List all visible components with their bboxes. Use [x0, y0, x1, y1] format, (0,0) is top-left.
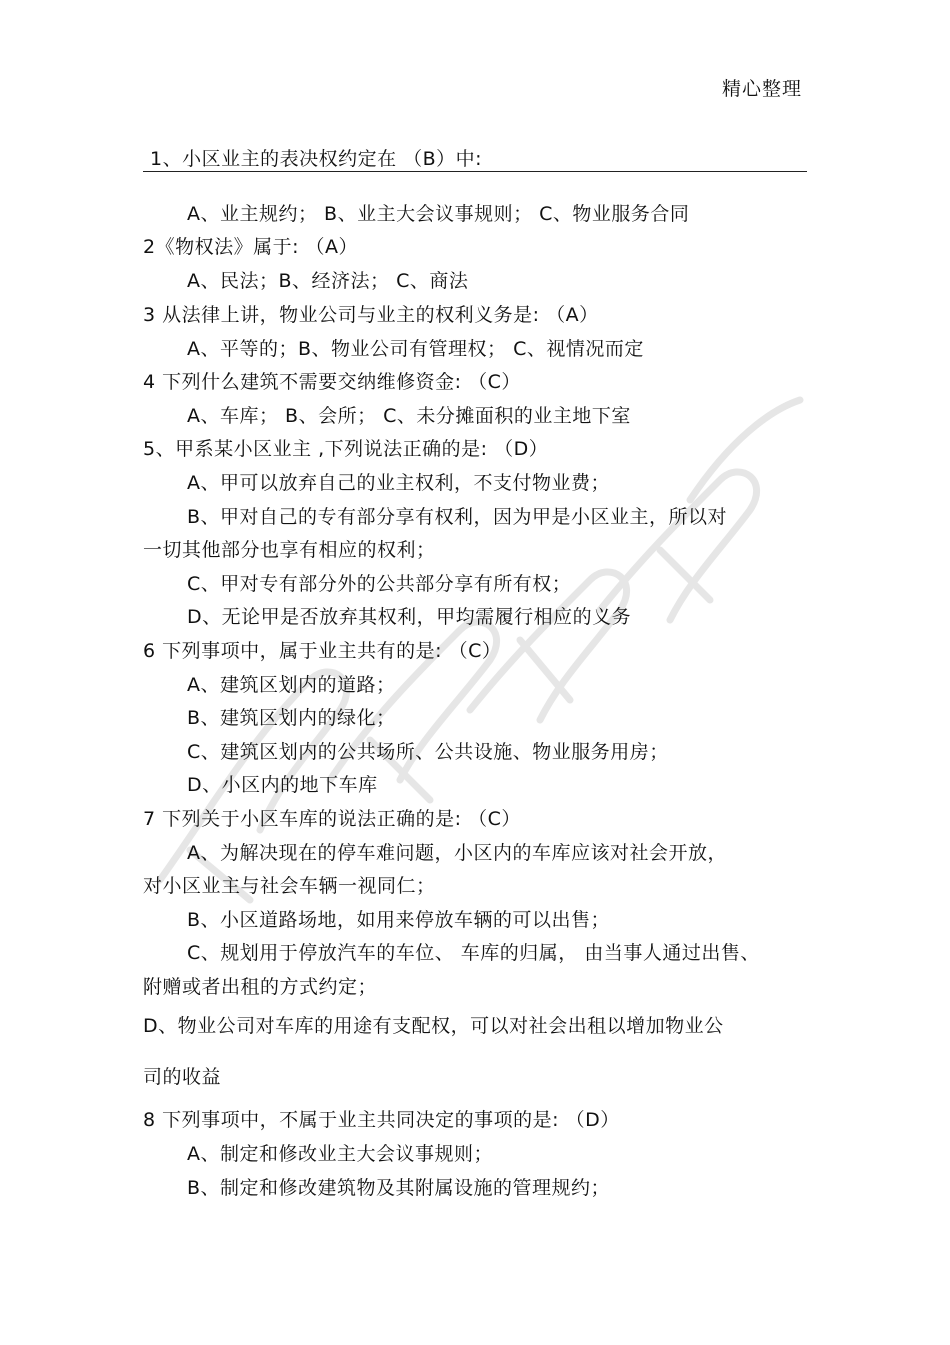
question-4-title: 4 下列什么建筑不需要交纳维修资金: （C） — [143, 371, 521, 393]
question-5-option-a: A、甲可以放弃自己的业主权利，不支付物业费； — [187, 472, 610, 494]
question-7-title: 7 下列关于小区车库的说法正确的是: （C） — [143, 808, 521, 830]
question-5-option-c: C、甲对专有部分外的公共部分享有所有权； — [187, 573, 572, 595]
question-6-option-b: B、建筑区划内的绿化； — [187, 707, 396, 729]
question-7-option-d: D、物业公司对车库的用途有支配权，可以对社会出租以增加物业公 — [143, 1015, 724, 1037]
question-2-title: 2《物权法》属于: （A） — [143, 236, 359, 258]
question-3-options: A、平等的；B、物业公司有管理权； C、视情况而定 — [187, 338, 644, 360]
question-7-option-a: A、为解决现在的停车难问题，小区内的车库应该对社会开放， — [187, 842, 727, 864]
question-8-option-a: A、制定和修改业主大会议事规则； — [187, 1143, 493, 1165]
question-8-title: 8 下列事项中，不属于业主共同决定的事项的是: （D） — [143, 1109, 620, 1131]
question-6-option-d: D、小区内的地下车库 — [187, 774, 378, 796]
question-7-option-b: B、小区道路场地，如用来停放车辆的可以出售； — [187, 909, 611, 931]
question-6-option-a: A、建筑区划内的道路； — [187, 674, 396, 696]
header-text: 精心整理 — [721, 78, 802, 100]
question-1-options: A、业主规约； B、业主大会议事规则； C、物业服务合同 — [187, 203, 690, 225]
question-5-option-d: D、无论甲是否放弃其权利，甲均需履行相应的义务 — [187, 606, 632, 628]
question-7-option-c-cont: 附赠或者出租的方式约定； — [143, 976, 378, 998]
question-2-options: A、民法；B、经济法； C、商法 — [187, 270, 469, 292]
question-4-options: A、车库； B、会所； C、未分摊面积的业主地下室 — [187, 405, 631, 427]
question-3-title: 3 从法律上讲，物业公司与业主的权利义务是: （A） — [143, 304, 599, 326]
question-6-option-c: C、建筑区划内的公共场所、公共设施、物业服务用房； — [187, 741, 669, 763]
question-7-option-c: C、规划用于停放汽车的车位、 车库的归属， 由当事人通过出售、 — [187, 942, 760, 964]
question-5-title: 5、甲系某小区业主 ,下列说法正确的是: （D） — [143, 438, 549, 460]
question-7-option-d-cont: 司的收益 — [143, 1066, 222, 1088]
question-5-option-b-cont: 一切其他部分也享有相应的权利； — [143, 539, 436, 561]
question-8-option-b: B、制定和修改建筑物及其附属设施的管理规约； — [187, 1177, 611, 1199]
question-6-title: 6 下列事项中，属于业主共有的是: （C） — [143, 640, 502, 662]
question-7-option-a-cont: 对小区业主与社会车辆一视同仁； — [143, 875, 436, 897]
question-5-option-b: B、甲对自己的专有部分享有权利，因为甲是小区业主，所以对 — [187, 506, 728, 528]
question-1-title: 1、小区业主的表决权约定在 （B）中: — [150, 148, 483, 170]
header-divider — [143, 171, 807, 172]
